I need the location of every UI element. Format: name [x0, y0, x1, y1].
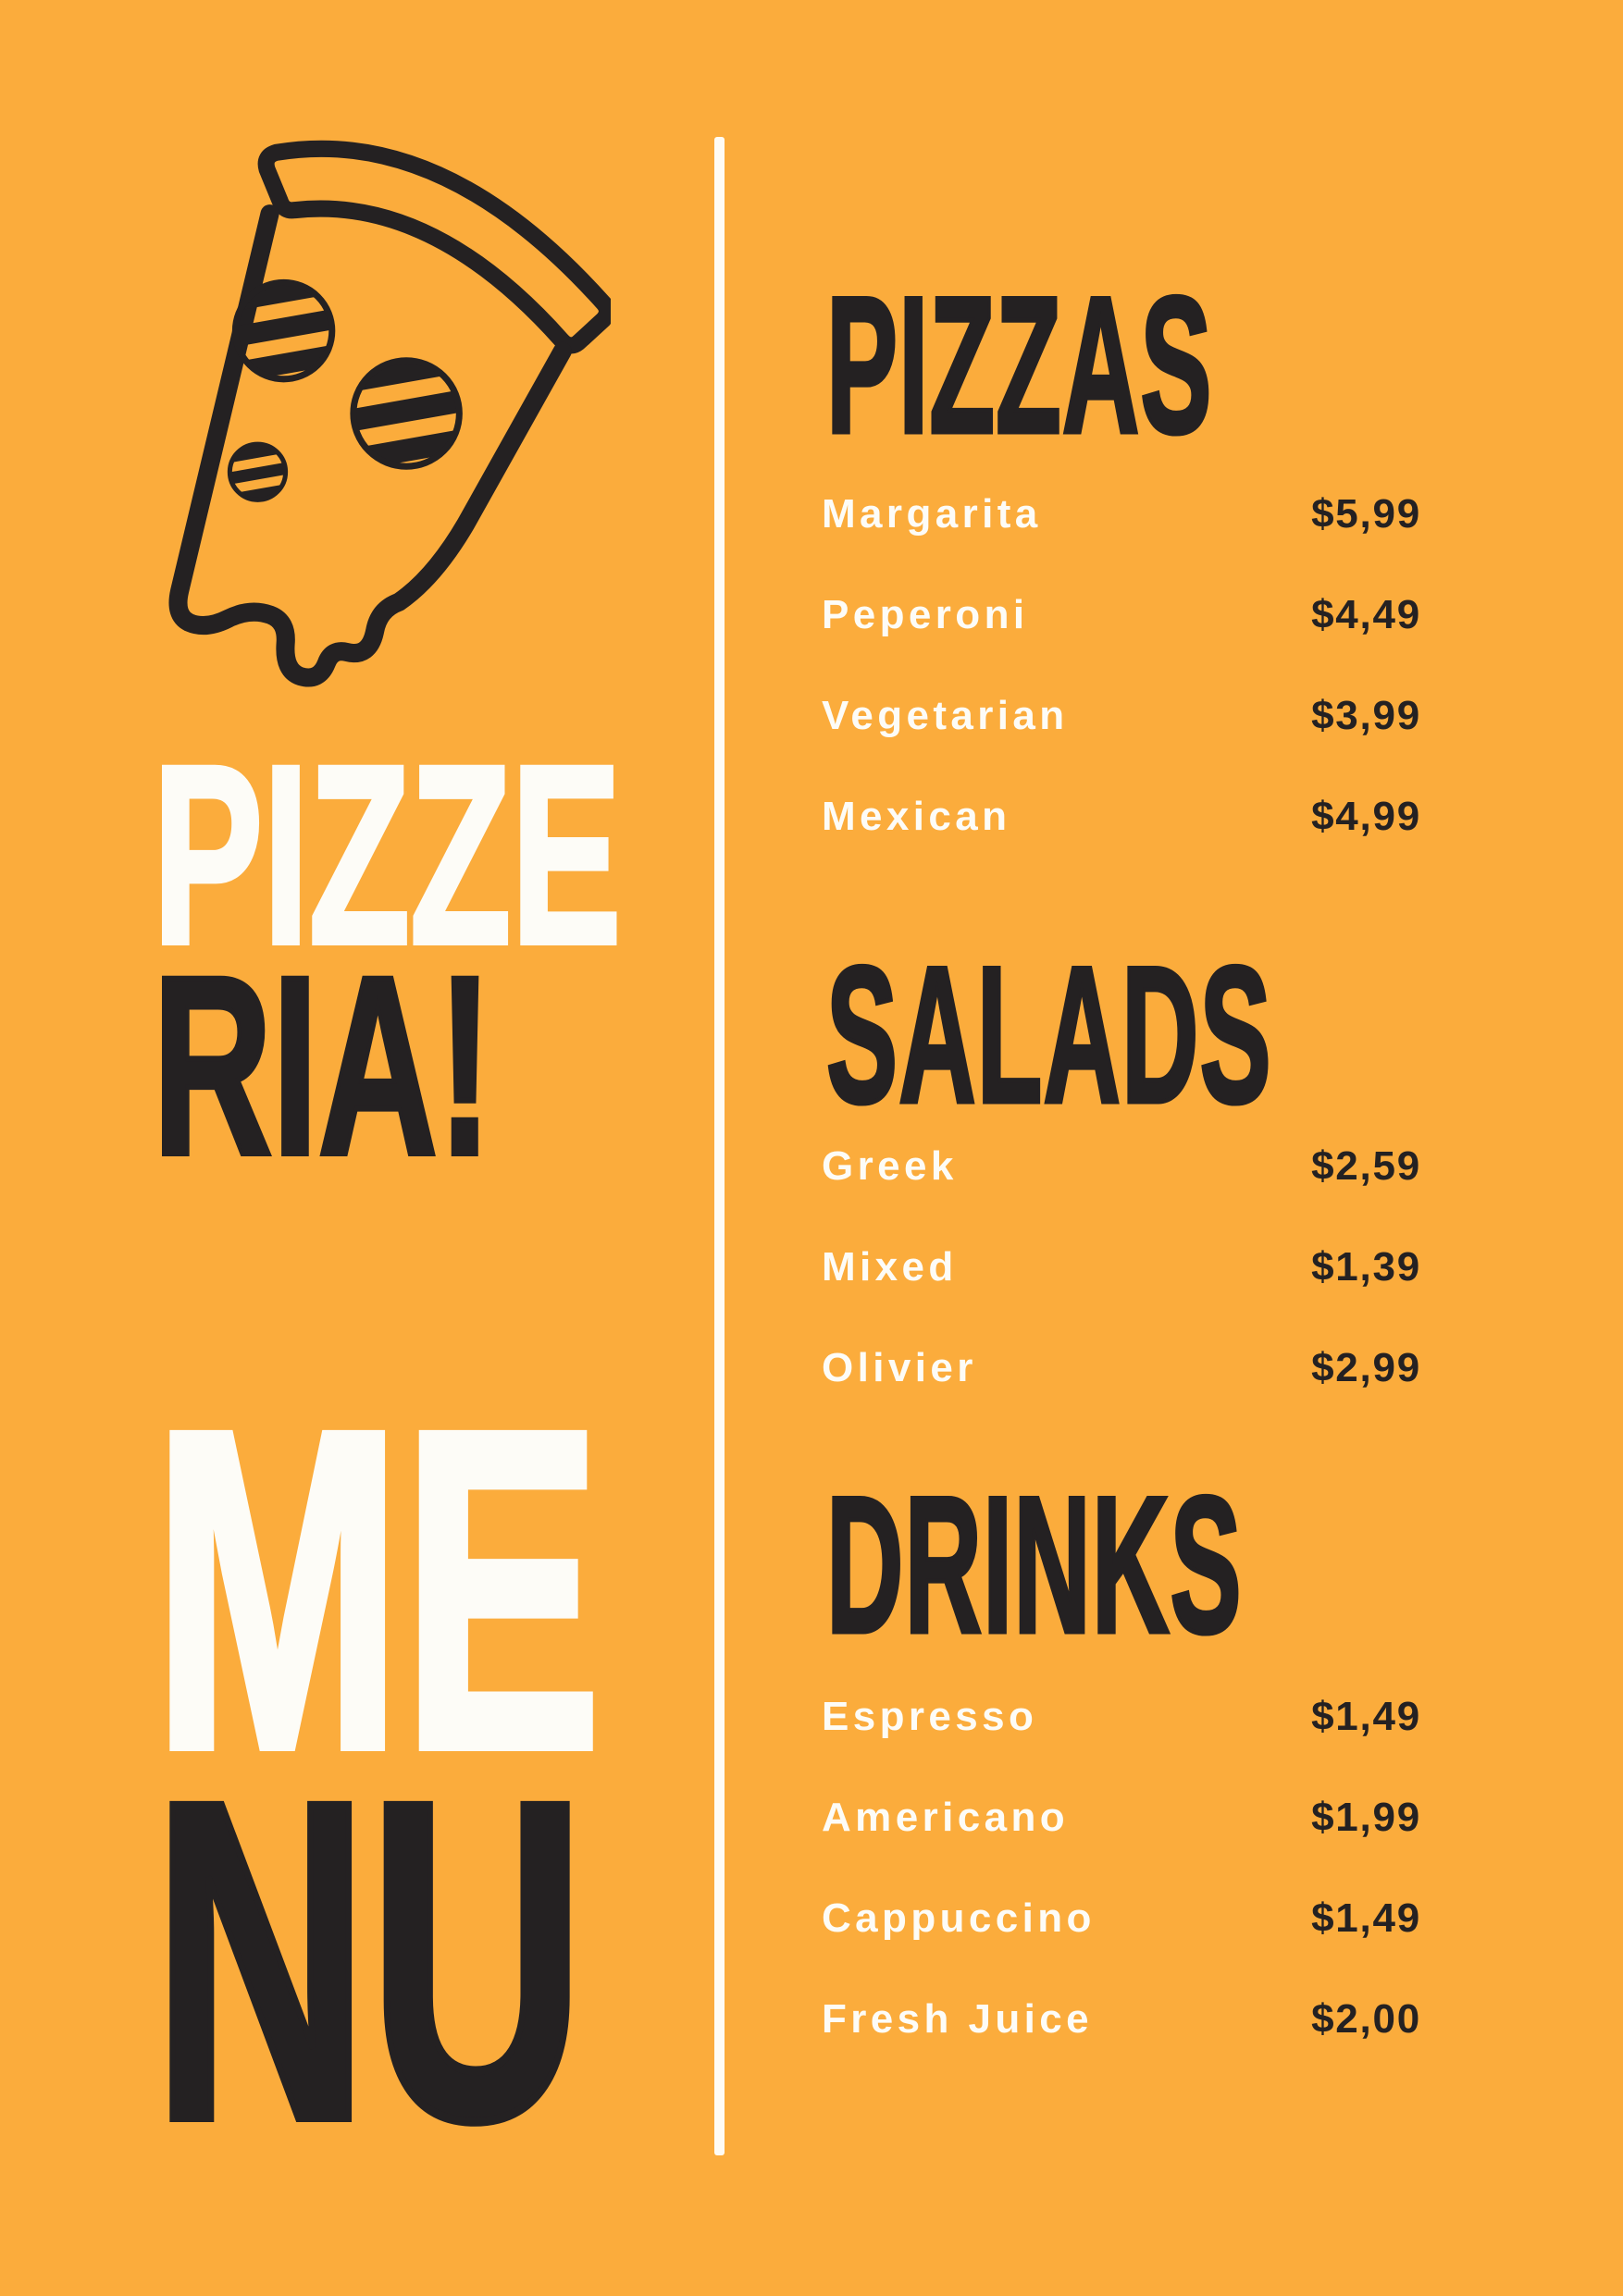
item-price: $4,99	[1311, 794, 1421, 839]
item-name: Cappuccino	[822, 1895, 1096, 1941]
section-heading-drinks: DRINKS	[826, 1456, 1243, 1673]
menu-item-row	[822, 693, 1421, 738]
item-price: $1,49	[1311, 1694, 1421, 1739]
item-name: Mixed	[822, 1244, 958, 1290]
item-price: $2,59	[1311, 1143, 1421, 1189]
menu-item-row	[822, 491, 1421, 537]
item-price: $1,99	[1311, 1795, 1421, 1840]
item-price: $2,99	[1311, 1345, 1421, 1390]
menu-item-row	[822, 796, 1421, 837]
brand-title-line2: RIA!	[153, 924, 493, 1208]
menu-item-row	[822, 1143, 1421, 1189]
item-name: Fresh Juice	[822, 1996, 1093, 2042]
menu-item-row	[822, 1244, 1421, 1290]
menu-word-line2: NU	[153, 1707, 586, 2214]
menu-item-row	[822, 1996, 1421, 2042]
item-name: Mexican	[822, 794, 1011, 839]
item-price: $5,99	[1311, 491, 1421, 537]
item-price: $4,49	[1311, 592, 1421, 637]
brand-title-line1: PIZZE	[153, 713, 622, 997]
item-name: Espresso	[822, 1694, 1038, 1739]
section-heading-salads: SALADS	[826, 926, 1272, 1143]
menu-item-row	[822, 1694, 1421, 1739]
item-name: Greek	[822, 1143, 958, 1189]
item-price: $2,00	[1311, 1996, 1421, 2042]
item-price: $1,49	[1311, 1895, 1421, 1941]
item-name: Vegetarian	[822, 693, 1069, 738]
menu-item-row	[822, 1895, 1421, 1941]
pizza-slice-icon	[146, 137, 611, 705]
menu-item-row	[822, 1345, 1421, 1390]
item-name: Peperoni	[822, 592, 1029, 637]
section-heading-pizzas: PIZZAS	[826, 256, 1213, 474]
item-name: Olivier	[822, 1345, 977, 1390]
item-price: $1,39	[1311, 1244, 1421, 1290]
menu-word-line1: ME	[153, 1336, 602, 1843]
item-price: $3,99	[1311, 693, 1421, 738]
menu-item-row	[822, 1797, 1421, 1838]
menu-item-row	[822, 592, 1421, 637]
item-name: Margarita	[822, 491, 1042, 537]
vertical-divider	[714, 137, 725, 2155]
item-name: Americano	[822, 1795, 1070, 1840]
